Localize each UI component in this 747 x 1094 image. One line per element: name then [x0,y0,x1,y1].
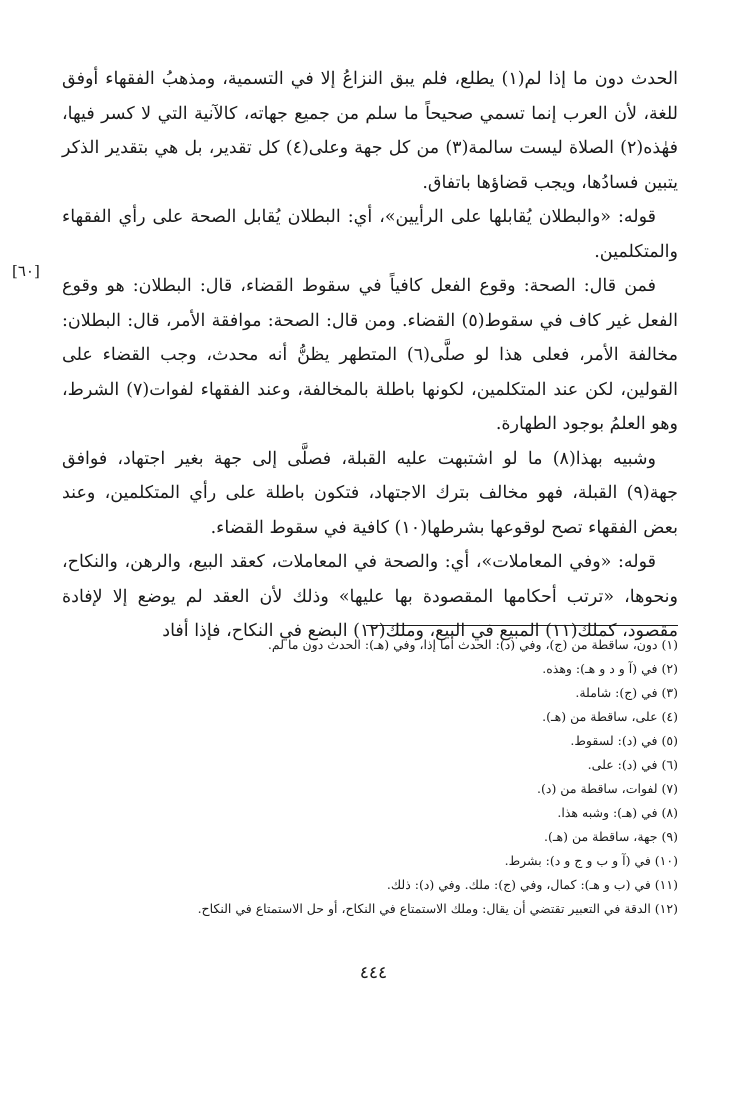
footnote-2: (٢) في (آ و د و هـ): وهذه. [542,661,678,676]
footnote-3: (٣) في (ج): شاملة. [575,685,678,700]
footnote-6: (٦) في (د): على. [587,757,678,772]
paragraph-4: وشبيه بهذا(٨) ما لو اشتبهت عليه القبلة، فصلَّى إلى جهة بغير اجتهاد، فوافق جهة(٩) القبلة، فهو مخالف بترك الاجتهاد، فتكون باطلة على رأي المتكلمين، وعند بعض الفقهاء تصح لوقوعها بشرطها(١٠) كافية في سقوط القضاء. [62,448,678,538]
footnote-11: (١١) في (ب و هـ): كمال، وفي (ج): ملك. وفي (د): ذلك. [386,877,678,892]
paragraph-3: فمن قال: الصحة: وقوع الفعل كافياً في سقوط القضاء، قال: البطلان: هو وقوع الفعل غير كاف في سقوط(٥) القضاء. ومن قال: الصحة: موافقة الأمر، قال: البطلان: مخالفة الأمر، فعلى هذا لو صلَّى(٦) المتطهر يظنُّ أنه محدث، وجب القضاء على القولين، لكن عند المتكلمين، لكونها باطلة بالمخالفة، وعند الفقهاء لفوات(٧) الشرط، وهو العلمُ بوجود الطهارة. [62,276,679,434]
paragraph-1: الحدث دون ما إذا لم(١) يطلع، فلم يبق النزاعُ إلا في التسمية، ومذهبُ الفقهاء أوفق للغة، لأن العرب إنما تسمي صحيحاً ما سلم من جميع جهاته، كالآنية التي لا كسر فيها، فهٰذه(٢) الصلاة ليست سالمة(٣) من كل جهة وعلى(٤) كل تقدير، بل هي بتقدير الذكر يتبين فسادُها، ويجب قضاؤها باتفاق. [62,69,678,193]
footnote-10: (١٠) في (آ و ب و ج و د): بشرط. [504,853,678,868]
footnote-4: (٤) على، ساقطة من (هـ). [542,709,678,724]
footnote-12: (١٢) الدقة في التعبير تقتضي أن يقال: وملك الاستمتاع في النكاح، أو حل الاستمتاع في النكاح. [197,901,678,916]
footnote-7: (٧) لفوات، ساقطة من (د). [537,781,678,796]
paragraph-5: قوله: «وفي المعاملات»، أي: والصحة في المعاملات، كعقد البيع، والرهن، والنكاح، ونحوها، «ترتب أحكامها المقصودة بها عليها» وذلك لأن العقد لم يوضع إلا لإفادة مقصود، كملك(١١) المبيع في البيع، وملك(١٢) البضع في النكاح، فإذا أفاد [62,552,678,641]
footnotes [62,633,678,921]
paragraph-number-marker: [٦٠] [12,262,40,280]
main-text [62,62,678,649]
paragraph-2: قوله: «والبطلان يُقابلها على الرأيين»، أي: البطلان يُقابل الصحة على رأي الفقهاء والمتكلمين. [62,207,678,262]
footnote-5: (٥) في (د): لسقوط. [570,733,678,748]
footnote-separator [366,625,678,626]
footnote-9: (٩) جهة، ساقطة من (هـ). [543,829,678,844]
page-number: ٤٤٤ [359,963,388,983]
footnote-1: (١) دون، ساقطة من (ج)، وفي (د): الحدث أما إذا، وفي (هـ): الحدث دون ما لم. [267,637,678,652]
footnote-8: (٨) في (هـ): وشبه هذا. [557,805,678,820]
